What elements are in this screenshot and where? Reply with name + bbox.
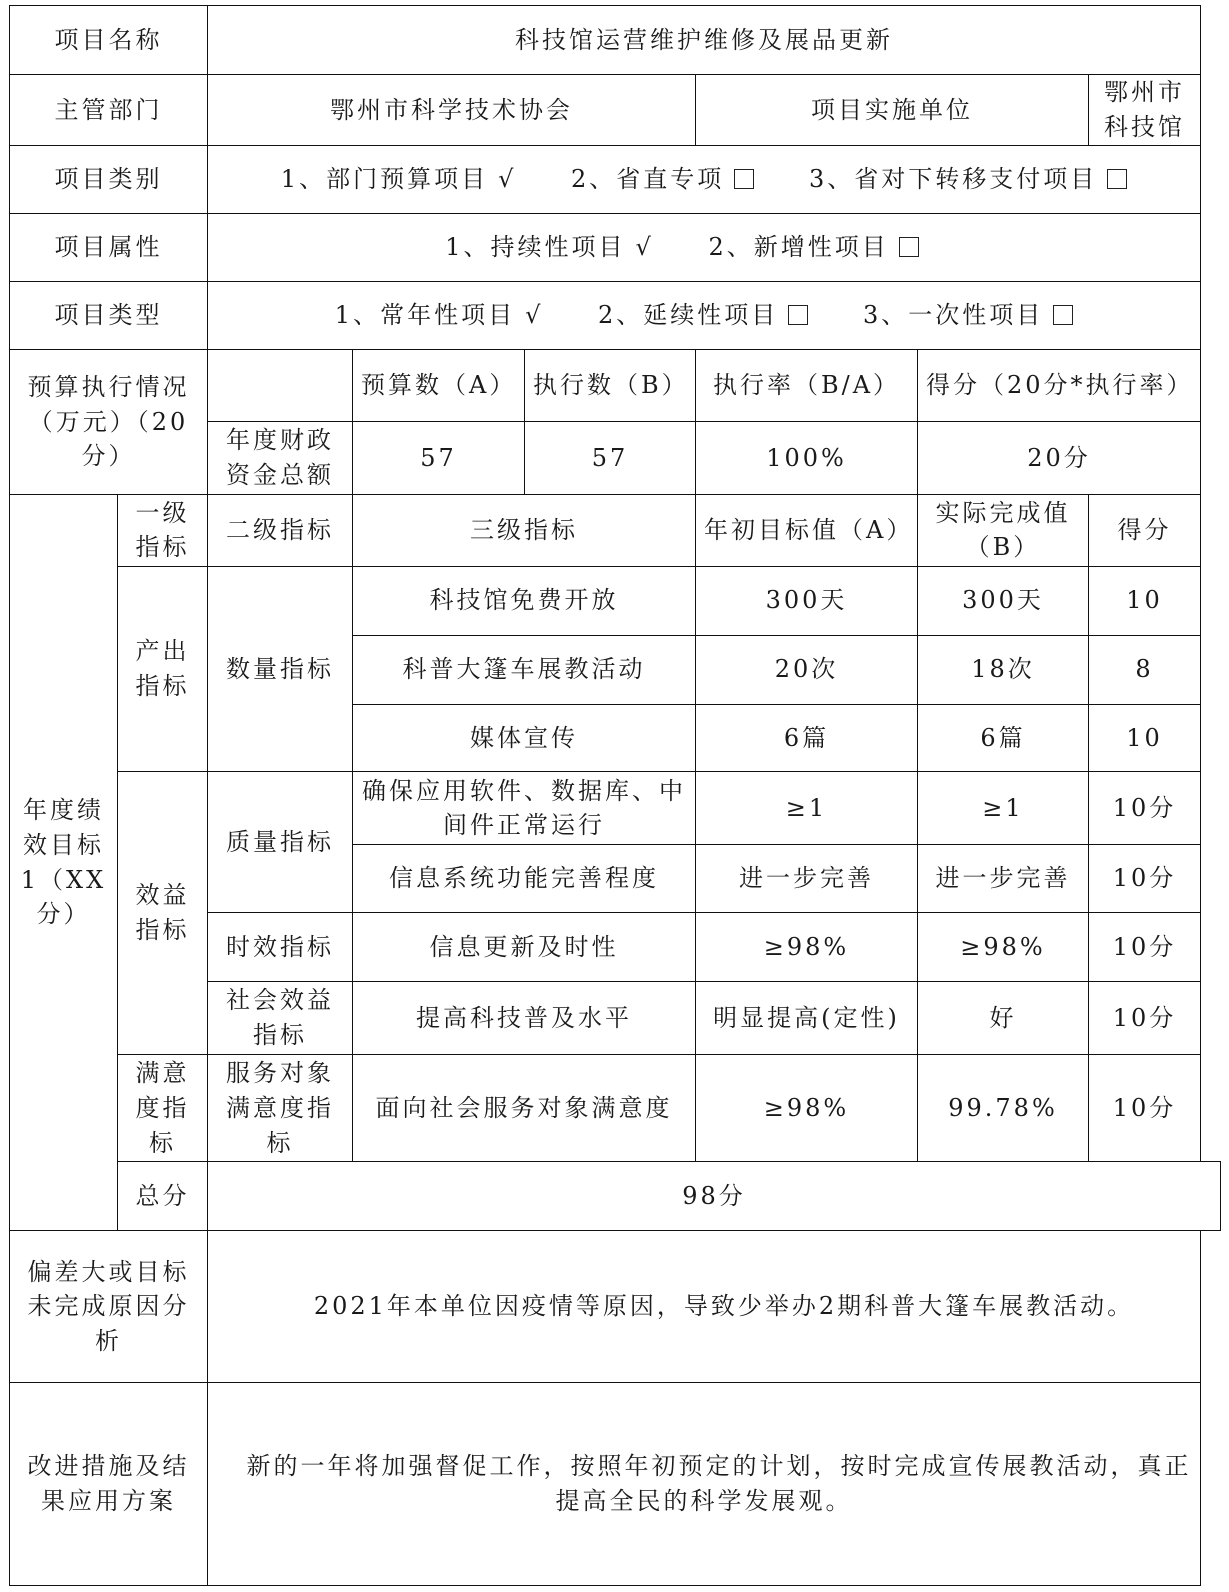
improvement-row xyxy=(10,1383,1221,1586)
category-label: 项目类别 xyxy=(10,146,208,214)
score-cell: 10 xyxy=(1089,566,1201,635)
checkmark-icon: √ xyxy=(498,165,517,194)
table-row xyxy=(10,566,1221,635)
budget-col-a: 预算数（A） xyxy=(353,350,525,422)
checkbox-empty-icon xyxy=(1053,305,1073,325)
budget-b-value: 57 xyxy=(525,421,696,494)
subgroup-quality: 质量指标 xyxy=(208,772,353,913)
impl-value: 鄂州市科技馆 xyxy=(1089,74,1201,146)
score-cell: 10分 xyxy=(1089,1055,1201,1162)
deviation-text: 2021年本单位因疫情等原因，导致少举办2期科普大篷车展教活动。 xyxy=(208,1231,1201,1383)
header-level3: 三级指标 xyxy=(353,494,696,566)
category-option-2 xyxy=(571,165,754,193)
indicator-cell: 媒体宣传 xyxy=(353,704,696,772)
performance-evaluation-form xyxy=(9,5,1221,1586)
indicator-cell: 科普大篷车展教活动 xyxy=(353,635,696,704)
score-cell: 10 xyxy=(1089,704,1201,772)
category-option-2-text: 2、省直专项 xyxy=(571,165,725,194)
type-label: 项目类型 xyxy=(10,282,208,350)
improvement-label: 改进措施及结果应用方案 xyxy=(10,1383,208,1586)
group-output: 产出指标 xyxy=(118,566,208,772)
project-name-label: 项目名称 xyxy=(10,6,208,75)
actual-cell: 300天 xyxy=(918,566,1089,635)
attribute-option-1-text: 1、持续性项目 xyxy=(445,233,626,262)
header-score: 得分 xyxy=(1089,494,1201,566)
header-target: 年初目标值（A） xyxy=(696,494,918,566)
category-option-3 xyxy=(809,165,1127,193)
type-row xyxy=(10,282,1221,350)
actual-cell: 18次 xyxy=(918,635,1089,704)
actual-cell: ≥1 xyxy=(918,772,1089,845)
target-cell: 明显提高(定性) xyxy=(696,982,918,1055)
budget-col-score: 得分（20分*执行率） xyxy=(918,350,1201,422)
budget-col-rate: 执行率（B/A） xyxy=(696,350,918,422)
subgroup-service: 服务对象满意度指标 xyxy=(208,1055,353,1162)
subgroup-quantity: 数量指标 xyxy=(208,566,353,772)
actual-cell: 99.78% xyxy=(918,1055,1089,1162)
target-cell: ≥98% xyxy=(696,913,918,982)
attribute-option-2 xyxy=(708,233,918,261)
improvement-text: 新的一年将加强督促工作，按照年初预定的计划，按时完成宣传展教活动，真正提高全民的科学发展观。 xyxy=(208,1383,1201,1586)
group-benefit: 效益指标 xyxy=(118,772,208,1055)
budget-rate-value: 100% xyxy=(696,421,918,494)
indicator-cell: 提高科技普及水平 xyxy=(353,982,696,1055)
attribute-label: 项目属性 xyxy=(10,214,208,282)
target-cell: 6篇 xyxy=(696,704,918,772)
indicator-cell: 确保应用软件、数据库、中间件正常运行 xyxy=(353,772,696,845)
header-actual: 实际完成值（B） xyxy=(918,494,1089,566)
actual-cell: ≥98% xyxy=(918,913,1089,982)
indicator-cell: 信息系统功能完善程度 xyxy=(353,845,696,913)
indicator-cell: 科技馆免费开放 xyxy=(353,566,696,635)
attribute-row xyxy=(10,214,1221,282)
evaluation-table xyxy=(9,5,1221,1586)
category-option-1 xyxy=(281,165,517,193)
indicator-cell: 面向社会服务对象满意度 xyxy=(353,1055,696,1162)
score-cell: 10分 xyxy=(1089,772,1201,845)
actual-cell: 6篇 xyxy=(918,704,1089,772)
target-cell: ≥1 xyxy=(696,772,918,845)
category-option-1-text: 1、部门预算项目 xyxy=(280,165,489,194)
table-row xyxy=(10,772,1221,845)
project-name-value: 科技馆运营维护维修及展品更新 xyxy=(208,6,1201,75)
score-cell: 8 xyxy=(1089,635,1201,704)
attribute-option-2-text: 2、新增性项目 xyxy=(708,233,889,262)
budget-col-b: 执行数（B） xyxy=(525,350,696,422)
budget-blank-cell xyxy=(208,350,353,422)
project-name-row xyxy=(10,6,1221,75)
header-level1: 一级指标 xyxy=(118,494,208,566)
indicator-header-row xyxy=(10,494,1221,566)
budget-row-label: 年度财政资金总额 xyxy=(208,421,353,494)
category-options xyxy=(208,146,1201,214)
budget-label: 预算执行情况（万元）（20分） xyxy=(10,350,208,495)
dept-label: 主管部门 xyxy=(10,74,208,146)
header-level2: 二级指标 xyxy=(208,494,353,566)
department-row xyxy=(10,74,1221,146)
checkmark-icon: √ xyxy=(525,301,544,330)
attribute-options xyxy=(208,214,1201,282)
actual-cell: 进一步完善 xyxy=(918,845,1089,913)
category-option-3-text: 3、省对下转移支付项目 xyxy=(808,165,1098,194)
impl-label: 项目实施单位 xyxy=(696,74,1089,146)
score-cell: 10分 xyxy=(1089,913,1201,982)
indicator-cell: 信息更新及时性 xyxy=(353,913,696,982)
subgroup-social: 社会效益指标 xyxy=(208,982,353,1055)
actual-cell: 好 xyxy=(918,982,1089,1055)
budget-score-value: 20分 xyxy=(918,421,1201,494)
type-option-1-text: 1、常年性项目 xyxy=(334,301,516,330)
subgroup-timeliness: 时效指标 xyxy=(208,913,353,982)
deviation-label: 偏差大或目标未完成原因分析 xyxy=(10,1231,208,1383)
checkmark-icon: √ xyxy=(635,233,654,262)
checkbox-empty-icon xyxy=(788,305,808,325)
total-row xyxy=(10,1162,1221,1231)
type-option-2-text: 2、延续性项目 xyxy=(598,301,779,330)
checkbox-empty-icon xyxy=(899,237,919,257)
dept-value: 鄂州市科学技术协会 xyxy=(208,74,696,146)
group-satisfaction: 满意度指标 xyxy=(118,1055,208,1162)
target-cell: 进一步完善 xyxy=(696,845,918,913)
checkbox-empty-icon xyxy=(1107,169,1127,189)
type-option-3-text: 3、一次性项目 xyxy=(862,301,1044,330)
performance-label: 年度绩效目标1（XX分） xyxy=(10,494,118,1230)
budget-header-row xyxy=(10,350,1221,422)
type-option-1 xyxy=(335,301,544,329)
table-row xyxy=(10,1055,1221,1162)
attribute-option-1 xyxy=(445,233,654,261)
target-cell: 300天 xyxy=(696,566,918,635)
category-row xyxy=(10,146,1221,214)
budget-a-value: 57 xyxy=(353,421,525,494)
total-label: 总分 xyxy=(118,1162,208,1231)
checkbox-empty-icon xyxy=(734,169,754,189)
type-options xyxy=(208,282,1201,350)
total-value: 98分 xyxy=(208,1162,1221,1231)
target-cell: 20次 xyxy=(696,635,918,704)
score-cell: 10分 xyxy=(1089,982,1201,1055)
type-option-2 xyxy=(598,301,808,329)
score-cell: 10分 xyxy=(1089,845,1201,913)
target-cell: ≥98% xyxy=(696,1055,918,1162)
type-option-3 xyxy=(863,301,1073,329)
deviation-row xyxy=(10,1231,1221,1383)
